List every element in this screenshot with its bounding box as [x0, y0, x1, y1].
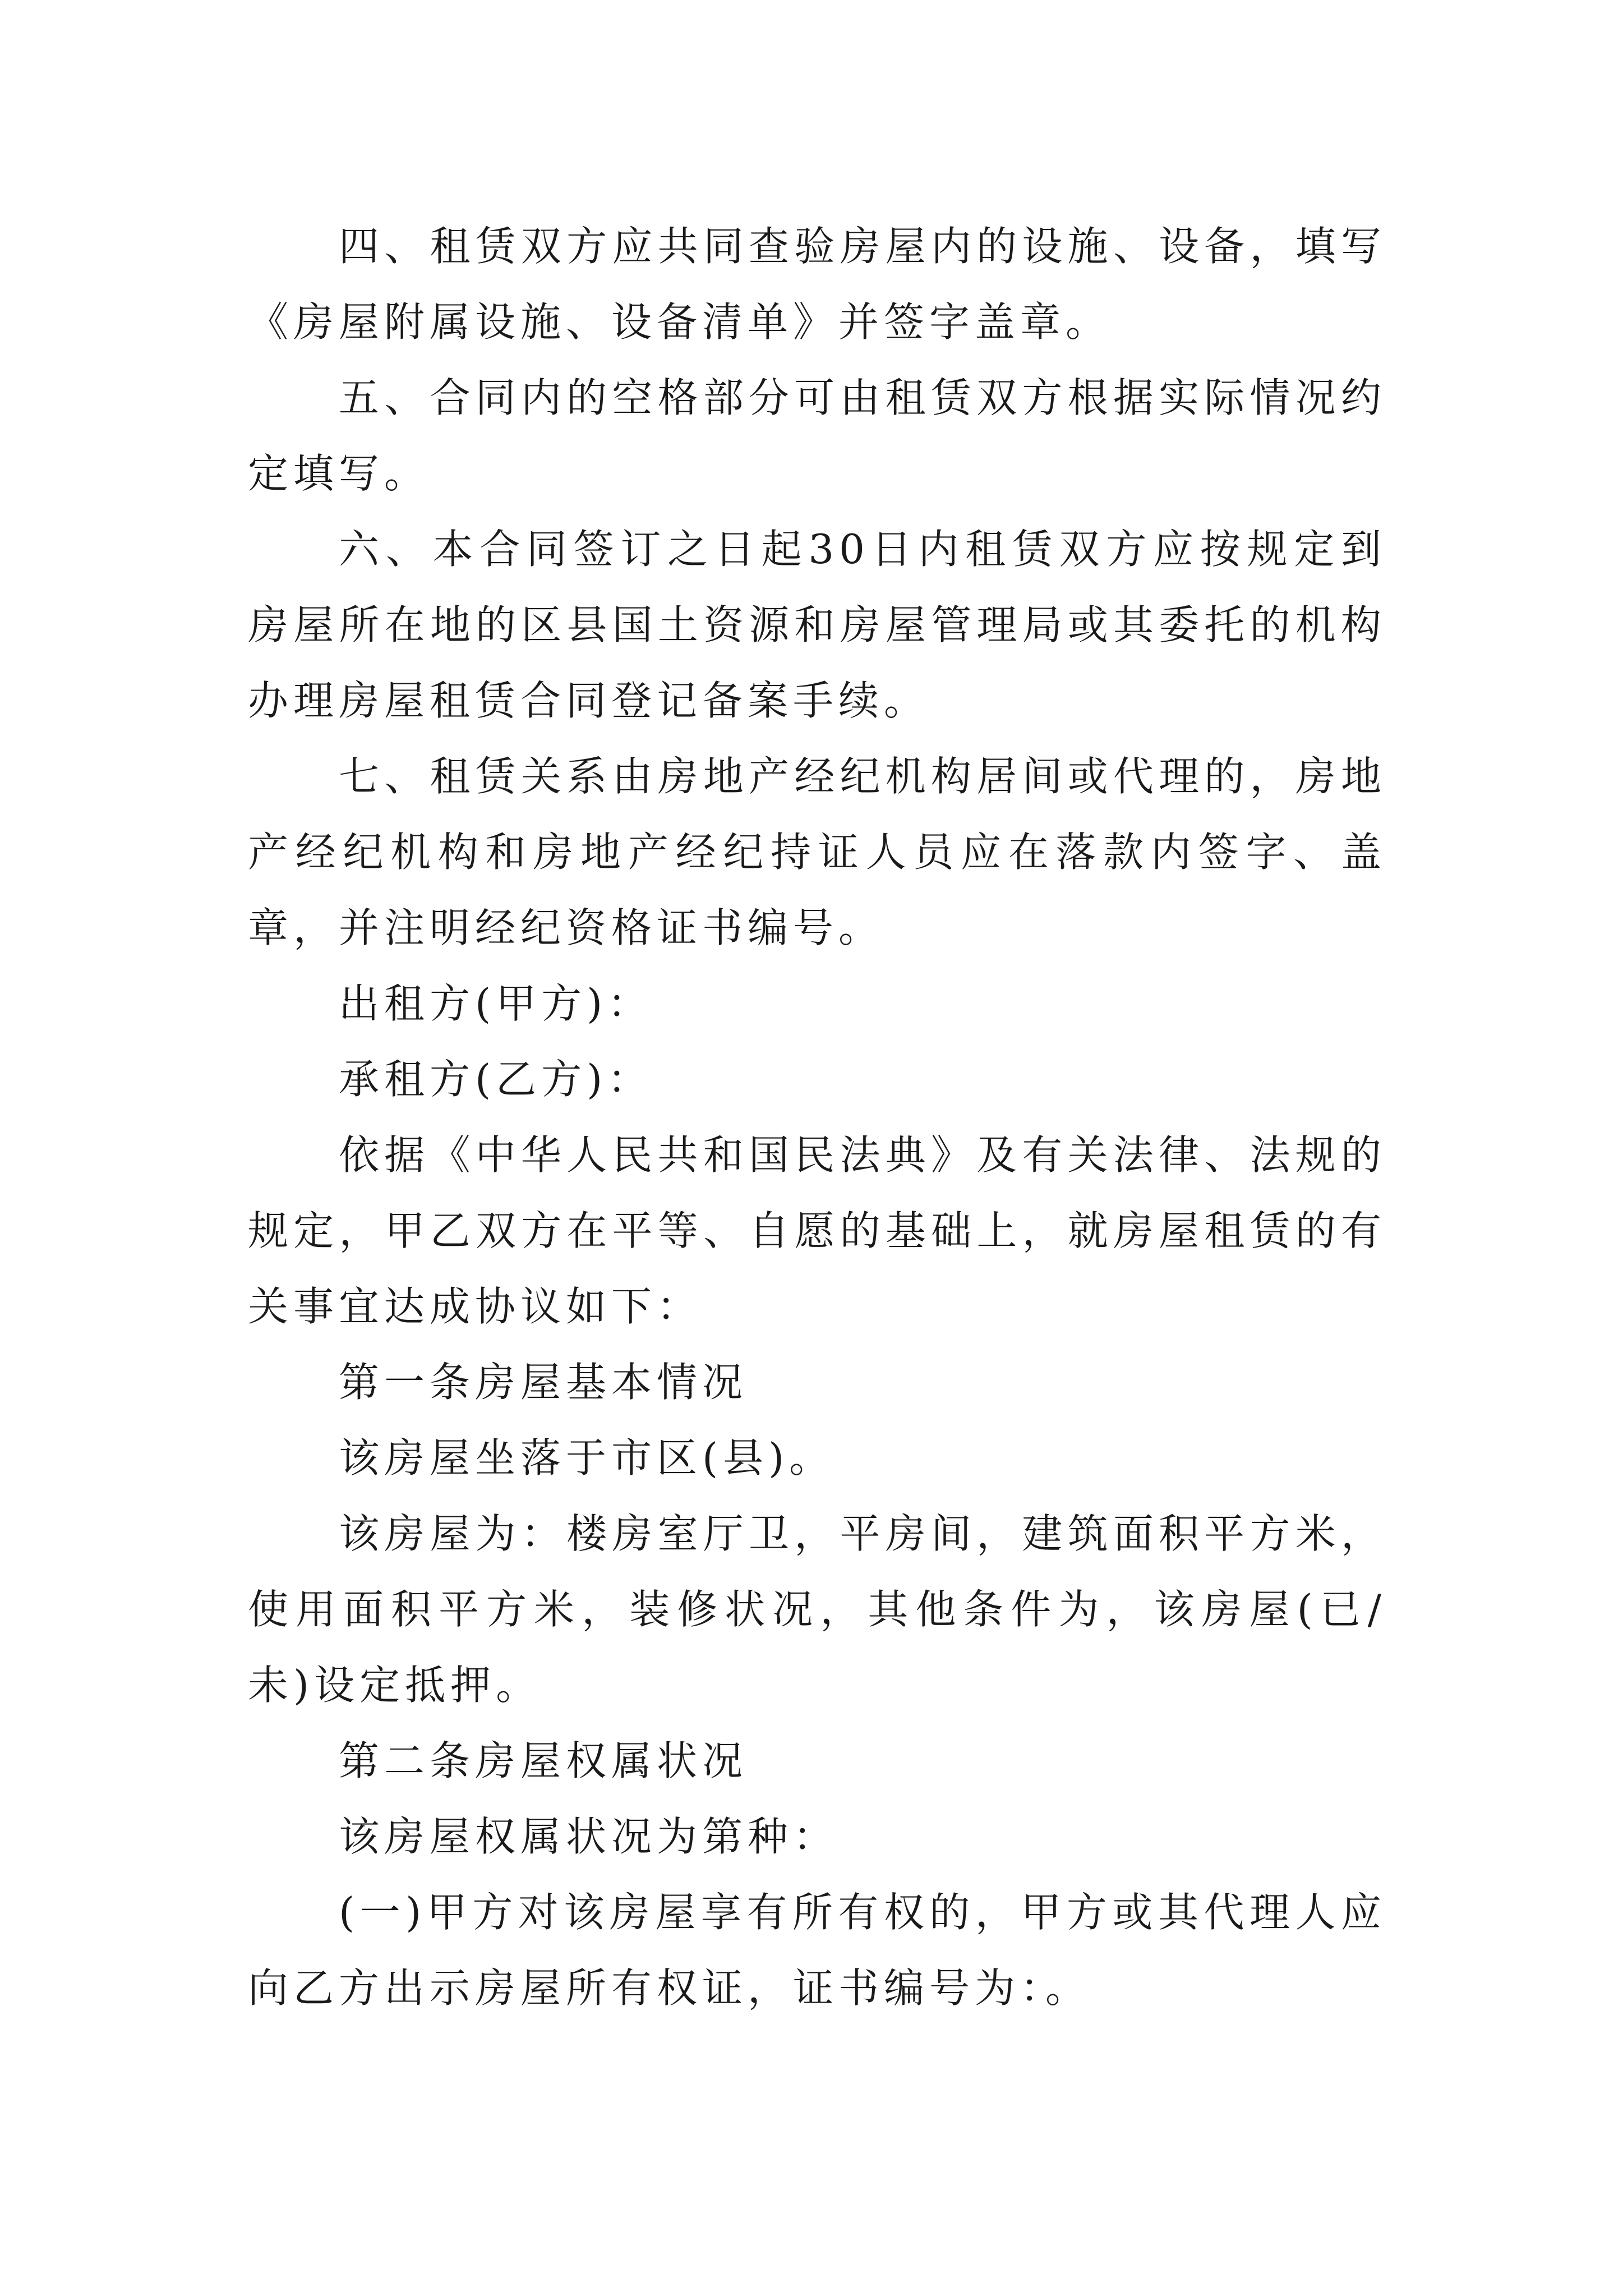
- paragraph-ownership-certificate: (一)甲方对该房屋享有所有权的，甲方或其代理人应向乙方出示房屋所有权证，证书编号为：。: [248, 1889, 1386, 2012]
- paragraph-inspection-clause: 四、租赁双方应共同查验房屋内的设施、设备，填写《房屋附属设施、设备清单》并签字盖章。: [248, 223, 1386, 346]
- paragraph-blank-fields-clause: 五、合同内的空格部分可由租赁双方根据实际情况约定填写。: [248, 374, 1386, 497]
- heading-article-1: 第一条房屋基本情况: [339, 1359, 748, 1406]
- paragraph-agency-clause: 七、租赁关系由房地产经纪机构居间或代理的，房地产经纪机构和房地产经纪持证人员应在落款内签字、盖章，并注明经纪资格证书编号。: [248, 753, 1386, 951]
- paragraph-lessee: 承租方(乙方)：: [339, 1056, 653, 1103]
- paragraph-location: 该房屋坐落于市区(县)。: [339, 1434, 835, 1481]
- document-body: [248, 209, 1386, 2026]
- paragraph-preamble: 依据《中华人民共和国民法典》及有关法律、法规的规定，甲乙双方在平等、自愿的基础上，就房屋租赁的有关事宜达成协议如下：: [248, 1131, 1386, 1330]
- paragraph-house-details: 该房屋为：楼房室厅卫，平房间，建筑面积平方米，使用面积平方米，装修状况，其他条件为，该房屋(已/未)设定抵押。: [248, 1510, 1386, 1709]
- paragraph-registration-clause: 六、本合同签订之日起30日内租赁双方应按规定到房屋所在地的区县国土资源和房屋管理局或其委托的机构办理房屋租赁合同登记备案手续。: [248, 526, 1386, 724]
- heading-article-2: 第二条房屋权属状况: [339, 1737, 748, 1784]
- paragraph-ownership-type: 该房屋权属状况为第种：: [339, 1813, 839, 1860]
- paragraph-lessor: 出租方(甲方)：: [339, 980, 653, 1027]
